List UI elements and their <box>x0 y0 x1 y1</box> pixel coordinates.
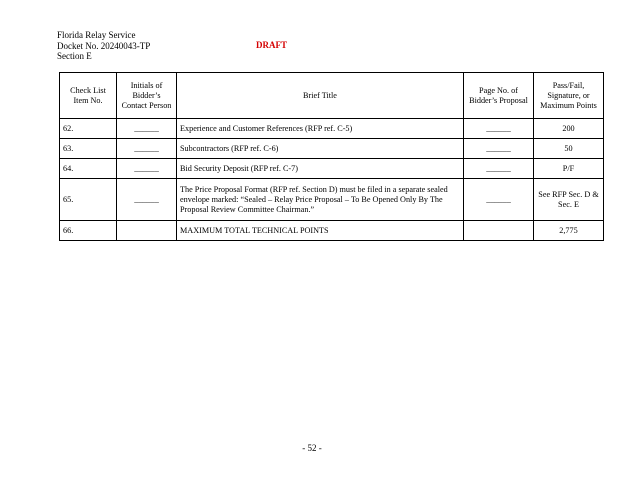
header-points: Pass/Fail, Signature, or Maximum Points <box>534 73 604 119</box>
page-number-blank: ______ <box>464 119 534 139</box>
page-number-blank: ______ <box>464 179 534 221</box>
points-value: 200 <box>534 119 604 139</box>
item-number: 65. <box>60 179 117 221</box>
points-value: P/F <box>534 159 604 179</box>
initials-blank: ______ <box>117 159 177 179</box>
points-value: See RFP Sec. D & Sec. E <box>534 179 604 221</box>
brief-title: MAXIMUM TOTAL TECHNICAL POINTS <box>177 221 464 241</box>
page-number: - 52 - <box>302 443 322 453</box>
initials-empty <box>117 221 177 241</box>
header-section: Section E <box>57 51 92 61</box>
table-row-total <box>60 221 604 241</box>
initials-blank: ______ <box>117 179 177 221</box>
initials-blank: ______ <box>117 139 177 159</box>
page-number-blank: ______ <box>464 139 534 159</box>
total-points-value: 2,775 <box>534 221 604 241</box>
header-check-list-item: Check List Item No. <box>60 73 117 119</box>
item-number: 64. <box>60 159 117 179</box>
table-header-row <box>60 73 604 119</box>
header-docket-number: Docket No. 20240043-TP <box>57 40 151 51</box>
page-number-empty <box>464 221 534 241</box>
header-service-name: Florida Relay Service <box>57 30 136 40</box>
item-number: 62. <box>60 119 117 139</box>
table-row <box>60 119 604 139</box>
item-number: 66. <box>60 221 117 241</box>
item-number: 63. <box>60 139 117 159</box>
brief-title: Experience and Customer References (RFP ref. C-5) <box>177 119 464 139</box>
header-initials: Initials of Bidder’s Contact Person <box>117 73 177 119</box>
header-brief-title: Brief Title <box>177 73 464 119</box>
table-row <box>60 159 604 179</box>
document-header <box>57 30 150 62</box>
brief-title: Subcontractors (RFP ref. C-6) <box>177 139 464 159</box>
checklist-table <box>59 72 604 241</box>
header-page-no: Page No. of Bidder’s Proposal <box>464 73 534 119</box>
draft-label: DRAFT <box>256 40 287 50</box>
page-number-blank: ______ <box>464 159 534 179</box>
initials-blank: ______ <box>117 119 177 139</box>
points-value: 50 <box>534 139 604 159</box>
brief-title: Bid Security Deposit (RFP ref. C-7) <box>177 159 464 179</box>
table-row <box>60 179 604 221</box>
table-row <box>60 139 604 159</box>
brief-title: The Price Proposal Format (RFP ref. Section D) must be filed in a separate sealed envelope marked: “Sealed – Relay Price Proposal – To Be Opened Only By The Proposal Review Committee Chairman.” <box>177 179 464 221</box>
